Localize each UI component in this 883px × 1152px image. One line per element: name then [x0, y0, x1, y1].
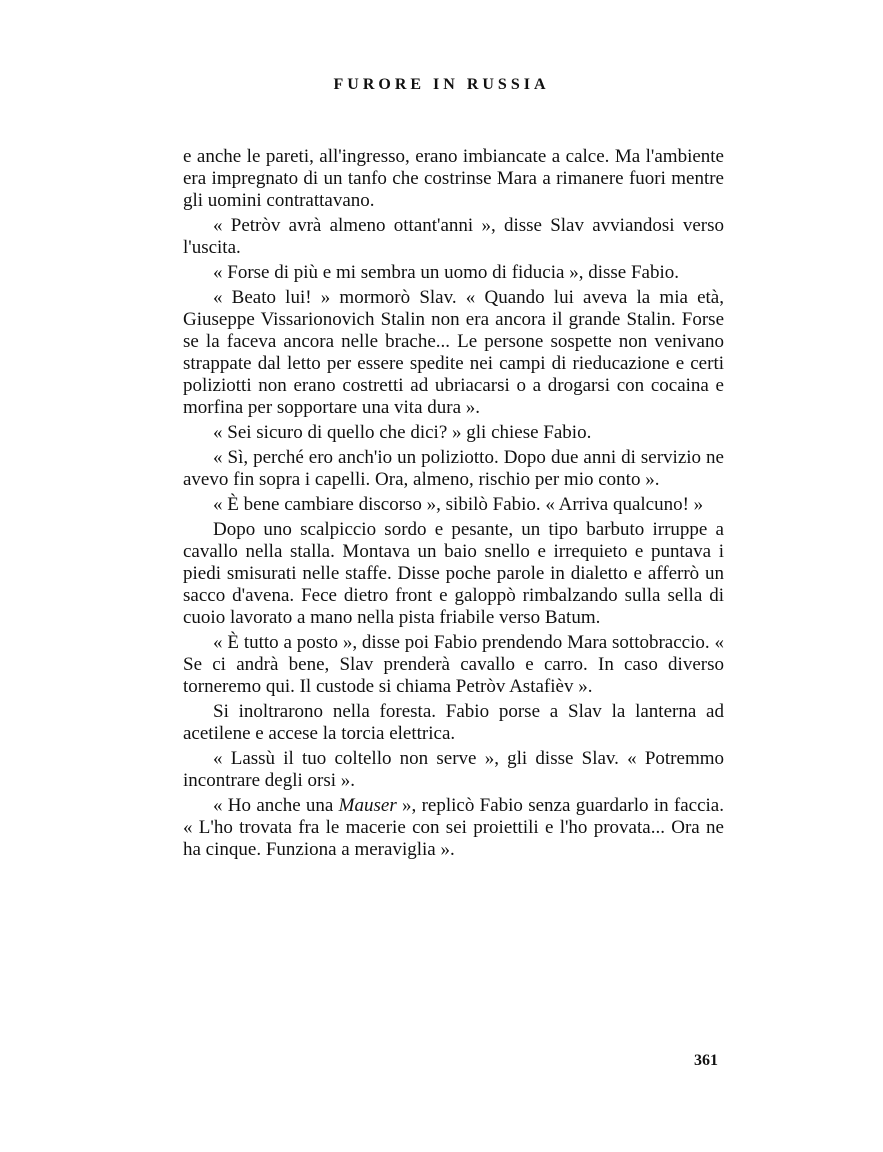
paragraph: « Petròv avrà almeno ottant'anni », disse Slav avviandosi verso l'uscita. [183, 215, 724, 258]
paragraph: « Beato lui! » mormorò Slav. « Quando lui aveva la mia età, Giuseppe Vissarionovich Stalin non era ancora il grande Stalin. Forse se la faceva ancora nelle brache... Le persone sospette non venivano strappate dal letto per essere spedite nei campi di rieducazione e certi poliziotti non erano costretti ad ubriacarsi o a drogarsi con cocaina e morfina per sopportare una vita dura ». [183, 287, 724, 418]
paragraph-text: », replicò Fabio senza guardarlo in faccia. « L'ho trovata fra le macerie con sei proiettili e l'ho provata... Ora ne ha cinque. Funziona a meraviglia ». [183, 795, 724, 860]
italic-title: Mauser [338, 795, 397, 816]
paragraph: « Lassù il tuo coltello non serve », gli disse Slav. « Potremmo incontrare degli orsi ». [183, 748, 724, 791]
paragraph-text: « Ho anche una [213, 795, 339, 816]
paragraph-with-italic [183, 795, 724, 861]
paragraph: « Forse di più e mi sembra un uomo di fiducia », disse Fabio. [213, 262, 679, 283]
running-head: FURORE IN RUSSIA [333, 76, 550, 93]
paragraph: « È tutto a posto », disse poi Fabio prendendo Mara sottobraccio. « Se ci andrà bene, Slav prenderà cavallo e carro. In caso diverso torneremo qui. Il custode si chiama Petròv Astafièv ». [183, 632, 724, 697]
paragraph: « Sei sicuro di quello che dici? » gli chiese Fabio. [213, 422, 592, 443]
page-number: 361 [694, 1052, 718, 1069]
body-text [183, 146, 724, 864]
paragraph: « Sì, perché ero anch'io un poliziotto. Dopo due anni di servizio ne avevo fin sopra i capelli. Ora, almeno, rischio per mio conto ». [183, 447, 724, 490]
paragraph: « È bene cambiare discorso », sibilò Fabio. « Arriva qualcuno! » [213, 494, 704, 515]
paragraph: Dopo uno scalpiccio sordo e pesante, un tipo barbuto irruppe a cavallo nella stalla. Montava un baio snello e irrequieto e puntava i piedi smisurati nelle staffe. Disse poche parole in dialetto e afferrò un sacco d'avena. Fece dietro front e galoppò rimbalzando sulla sella di cuoio lavorato a mano nella pista friabile verso Batum. [183, 519, 724, 628]
paragraph: Si inoltrarono nella foresta. Fabio porse a Slav la lanterna ad acetilene e accese la torcia elettrica. [183, 701, 724, 744]
paragraph: e anche le pareti, all'ingresso, erano imbiancate a calce. Ma l'ambiente era impregnato di un tanfo che costrinse Mara a rimanere fuori mentre gli uomini contrattavano. [183, 146, 724, 211]
